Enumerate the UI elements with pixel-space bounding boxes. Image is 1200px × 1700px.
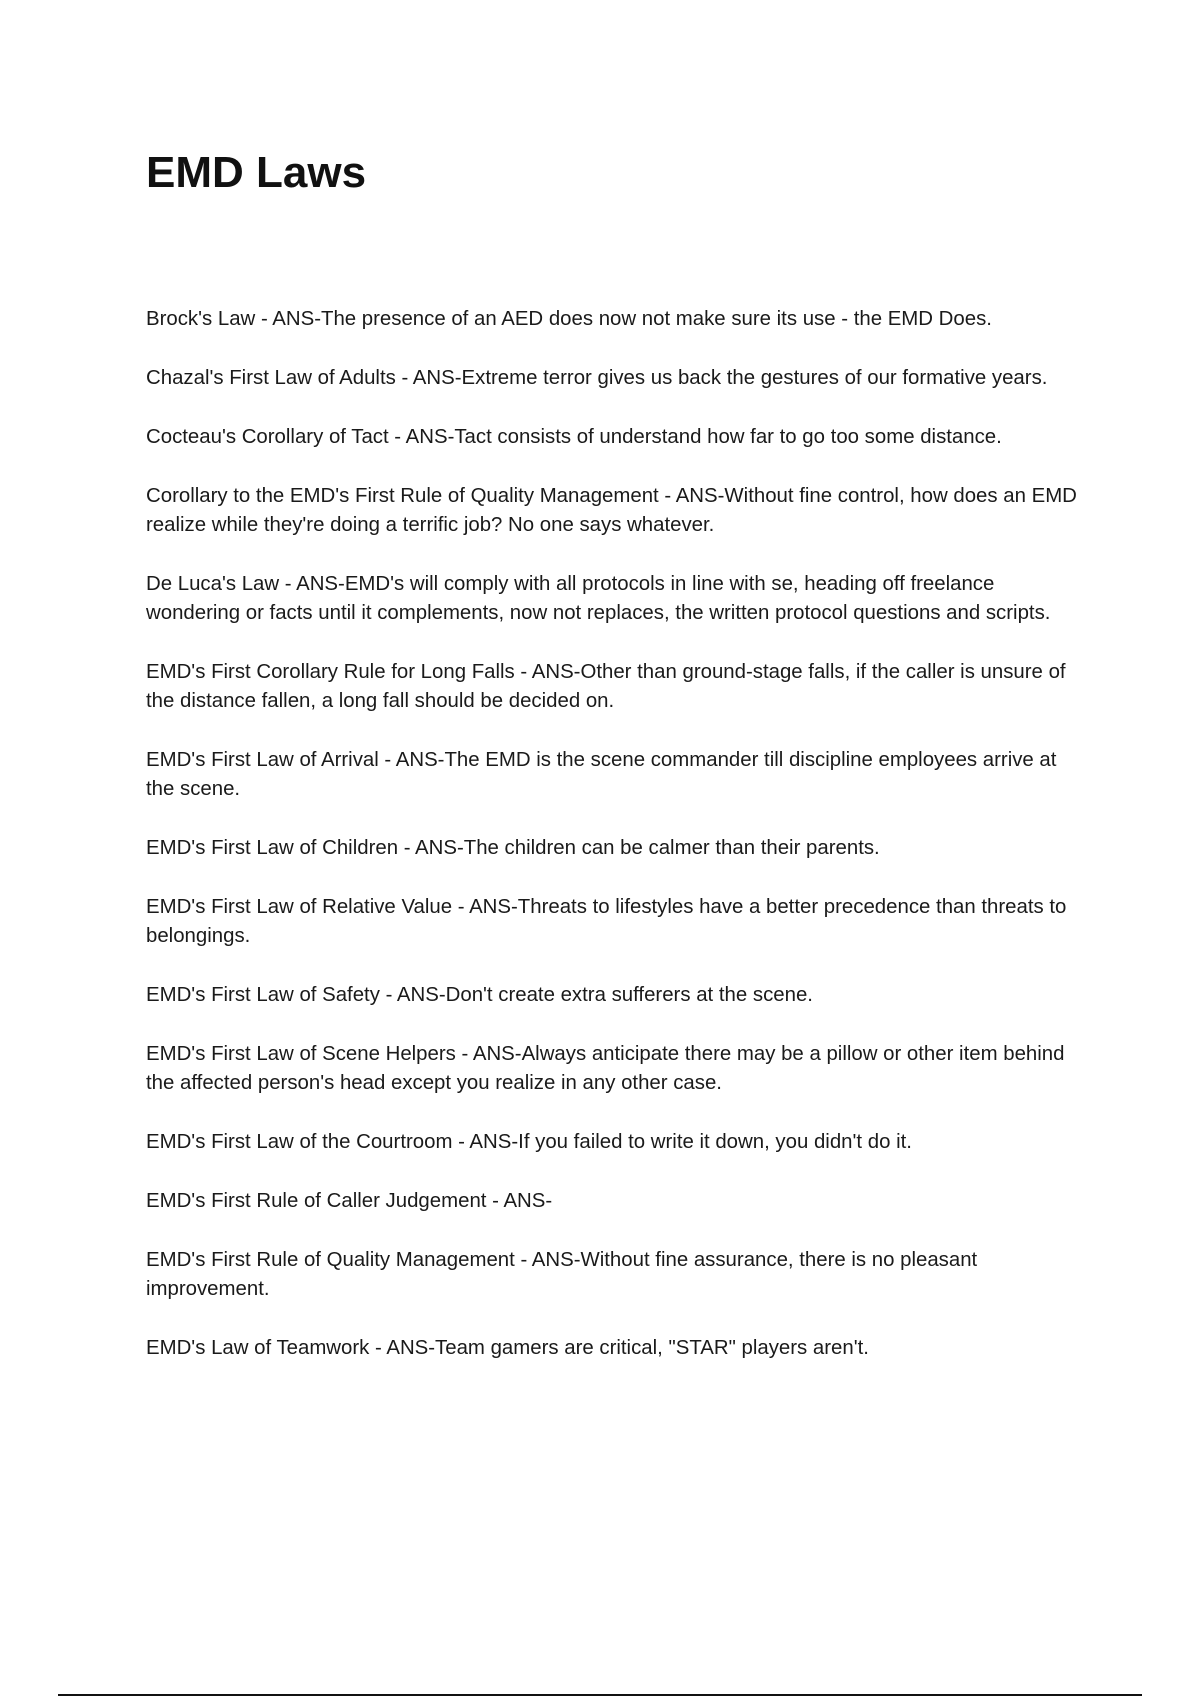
law-entry: EMD's First Law of Scene Helpers - ANS-Always anticipate there may be a pillow or other item behind the affected person's head except you realize in any other case. — [146, 1043, 1065, 1094]
law-entry: Cocteau's Corollary of Tact - ANS-Tact consists of understand how far to go too some distance. — [146, 426, 1002, 448]
law-entry: Corollary to the EMD's First Rule of Quality Management - ANS-Without fine control, how does an EMD realize while they're doing a terrific job? No one says whatever. — [146, 485, 1077, 536]
law-entry: EMD's First Law of Children - ANS-The children can be calmer than their parents. — [146, 837, 880, 859]
footer-divider — [58, 1694, 1142, 1696]
law-entry: EMD's First Rule of Quality Management - ANS-Without fine assurance, there is no pleasant improvement. — [146, 1249, 978, 1300]
page-title: EMD Laws — [146, 148, 367, 197]
law-entry: Chazal's First Law of Adults - ANS-Extreme terror gives us back the gestures of our formative years. — [146, 367, 1048, 389]
law-list — [146, 305, 1086, 1393]
law-entry: Brock's Law - ANS-The presence of an AED does now not make sure its use - the EMD Does. — [146, 308, 992, 330]
law-entry: EMD's First Rule of Caller Judgement - ANS- — [146, 1190, 553, 1212]
law-entry: EMD's First Law of the Courtroom - ANS-If you failed to write it down, you didn't do it. — [146, 1131, 912, 1153]
law-entry: EMD's First Law of Safety - ANS-Don't create extra sufferers at the scene. — [146, 984, 813, 1006]
law-entry: De Luca's Law - ANS-EMD's will comply with all protocols in line with se, heading off freelance wondering or facts until it complements, now not replaces, the written protocol questions and scripts. — [146, 573, 1051, 624]
law-entry: EMD's First Corollary Rule for Long Falls - ANS-Other than ground-stage falls, if the caller is unsure of the distance fallen, a long fall should be decided on. — [146, 661, 1066, 712]
law-entry: EMD's First Law of Relative Value - ANS-Threats to lifestyles have a better precedence than threats to belongings. — [146, 896, 1067, 947]
law-entry: EMD's Law of Teamwork - ANS-Team gamers are critical, "STAR" players aren't. — [146, 1337, 869, 1359]
law-entry: EMD's First Law of Arrival - ANS-The EMD is the scene commander till discipline employees arrive at the scene. — [146, 749, 1057, 800]
